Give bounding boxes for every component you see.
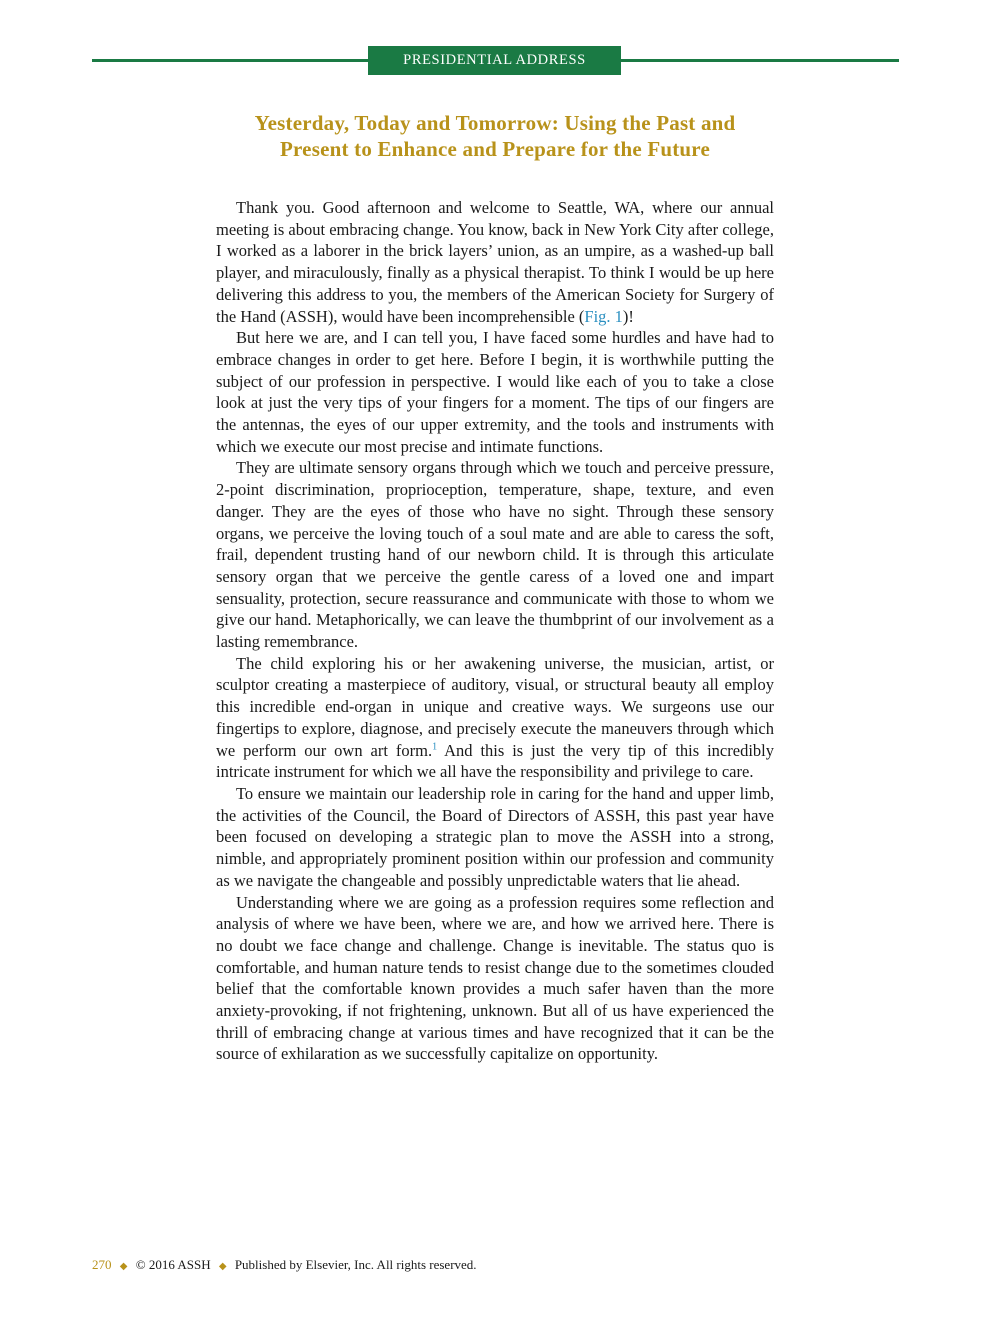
footer-bullet-icon: ◆ [218,1261,227,1272]
paragraph-1-text: Thank you. Good afternoon and welcome to Seattle, WA, where our annual meeting is about embracing change. You know, back in New York City after college, I worked as a laborer in the brick layers’ union, as an umpire, as a washed-up ball player, and miraculously, finally as a physical therapist. To think I would be up here delivering this address to you, the members of the American Society for Surgery of the Hand (ASSH), would have been incomprehensible ( [216,198,774,326]
reference-1-link[interactable]: 1 [432,741,438,753]
paragraph-5: To ensure we maintain our leadership role in caring for the hand and upper limb, the activities of the Council, the Board of Directors of ASSH, this past year have been focused on developing a strategic plan to move the ASSH into a strong, nimble, and appropriately prominent position within our profession and community as we navigate the changeable and possibly unpredictable waters that lie ahead. [216,783,774,890]
article-body [216,197,774,1065]
paragraph-3: They are ultimate sensory organs through which we touch and perceive pressure, 2-point discrimination, proprioception, temperature, shape, texture, and even danger. They are the eyes of those who have no sight. Through these sensory organs, we perceive the loving touch of a soul mate and are able to caress the soft, frail, dependent trusting hand of our newborn child. It is through this articulate sensory organ that we perceive the gentle caress of a loved one and impart sensuality, protection, secure reassurance and communicate with those to whom we give our hand. Metaphorically, we can leave the thumbprint of our involvement as a lasting remembrance. [216,458,774,652]
figure-1-link[interactable]: Fig. 1 [584,306,623,326]
paragraph-1-end: )! [622,306,634,326]
paragraph-4 [216,653,774,783]
header-rule-left [92,59,368,62]
paragraph-6: Understanding where we are going as a profession requires some reflection and analysis of where we have been, where we are, and how we arrived here. There is no doubt we face change and challenge. Change is inevitable. The status quo is comfortable, and human nature tends to resist change due to the sometimes clouded belief that the comfortable known provides a much safer haven than the more anxiety-provoking, if not frightening, unknown. But all of us have experienced the thrill of embracing change at various times and have recognized that it can be the source of exhilaration as we successfully capitalize on opportunity. [216,892,774,1064]
page-footer [92,1257,477,1273]
publisher-notice: Published by Elsevier, Inc. All rights reserved. [234,1257,477,1272]
paragraph-2: But here we are, and I can tell you, I have faced some hurdles and have had to embrace changes in order to get here. Before I begin, it is worthwhile putting the subject of our profession in perspective. I would like each of you to take a close look at just the very tips of your fingers for a moment. The tips of our fingers are the antennas, the eyes of our upper extremity, and the tools and instruments with which we execute our most precise and intimate functions. [216,328,774,456]
paragraph-4-end: And this is just the very tip of this incredibly intricate instrument for which we all have the responsibility and privilege to care. [216,740,774,782]
article-title-line-2: Present to Enhance and Prepare for the Future [280,137,710,161]
section-tag-label: PRESIDENTIAL ADDRESS [403,52,586,68]
paragraph-4-text: The child exploring his or her awakening universe, the musician, artist, or sculptor creating a masterpiece of auditory, visual, or structural beauty all employ this incredible end-organ in unique and creative ways. We surgeons use our fingertips to explore, diagnose, and precisely execute the maneuvers through which we perform our own art form. [216,653,774,760]
page-number: 270 [92,1257,112,1272]
header-rule-right [621,59,899,62]
footer-bullet-icon: ◆ [119,1261,128,1272]
copyright-notice: © 2016 ASSH [135,1257,211,1272]
section-tag [368,46,621,75]
article-title [160,110,830,162]
paragraph-1 [216,197,774,327]
article-title-line-1: Yesterday, Today and Tomorrow: Using the Past and [254,111,736,135]
